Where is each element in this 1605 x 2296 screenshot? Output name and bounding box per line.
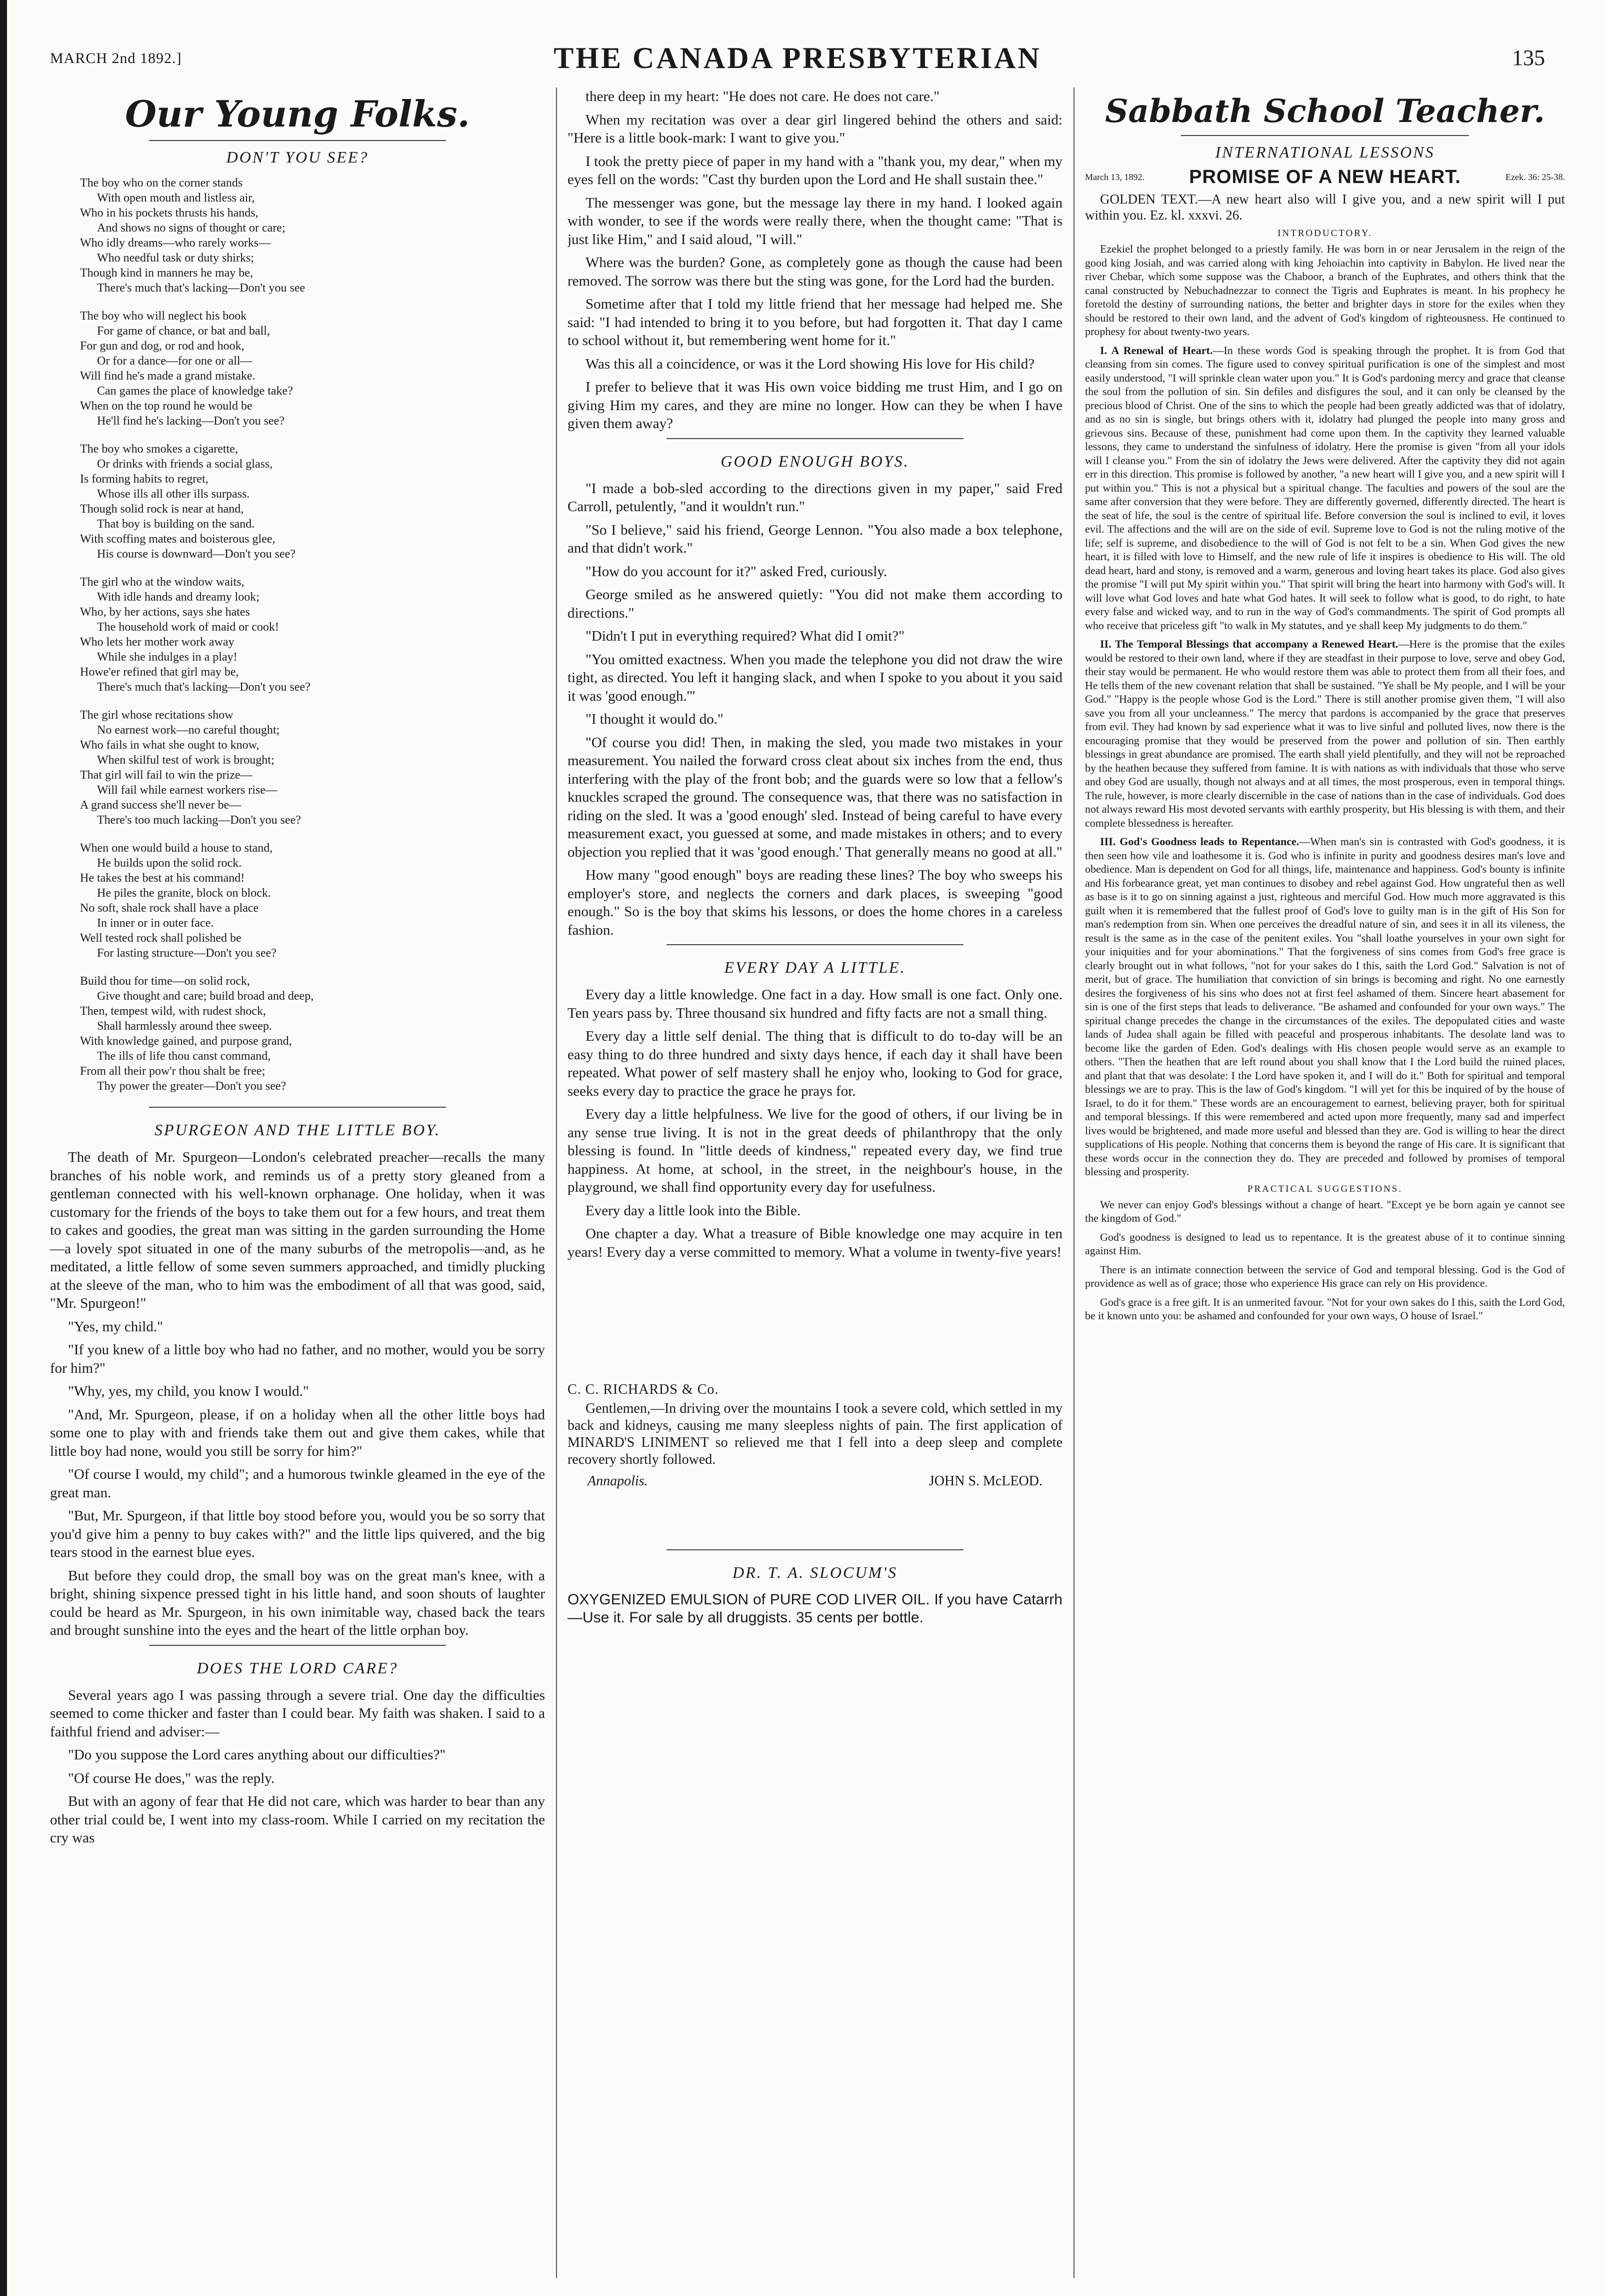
poem-line: That boy is building on the sand. [97, 518, 255, 531]
paragraph: "Do you suppose the Lord cares anything about our difficulties?" [68, 1747, 446, 1763]
paragraph: How many "good enough" boys are reading these lines? The boy who sweeps his employer's store, and neglects the corners and dark places, is sweeping "good enough." So is the boy that skims his lessons, or does the home chores in a careless fashion. [568, 867, 1062, 938]
poem-line: Whose ills all other ills surpass. [97, 488, 250, 501]
poem-line: With idle hands and dreamy look; [97, 591, 260, 604]
poem-line: For game of chance, or bat and ball, [97, 325, 270, 338]
poem-line: Shall harmlessly around thee sweep. [97, 1020, 272, 1033]
section-goodness-text: —When man's sin is contrasted with God's goodness, it is then seen how vile and loathesome it is. God who is infinite in purity and goodness desires man's love and obedience. Man is dependent on God for all things, life, maintenance and happiness. God's bounty is infinite and His forbearance great, yet man continues to disobey and rebel against God. How ungrateful then as well as base is it to go on sinning against a just, righteous and merciful God. How much more aggravated is this guilt when it is remembered that the fullest proof of God's love to guilty man is in the gift of His Son for man's redemption from sin. When one perceives the dreadful nature of sin, and sees it in all its vileness, the result is the same as in the case of the penitent exiles. You "shall loathe yourselves in your own sight for your iniquities and for your abominations." That the forgiveness of sins comes from God's free grace is clearly brought out in what follows, "not for your sakes do I this, saith the Lord God." Salvation is not of merit, but of grace. The humiliation that conviction of sin brings is becoming and right. No one earnestly desires the forgiveness of his sins who does not at first feel ashamed of them. Sincere heart abasement for sin is one of the first steps that leads to deliverance. "Be ashamed and confounded for your own ways." The spiritual change precedes the change in the circumstances of the exiles. The depopulated cities and waste lands of Judea shall again be filled with peaceful and prosperous inhabitants. The desolate land was to become like the garden of Eden. God's dealings with His chosen people would serve as an example to others. "Then the heathen that are left round about you shall know that I the Lord build the ruined places, and plant that that was desolate: I the Lord have spoken it, and I will do it." Both for spiritual and temporal blessings we are to pray. This is the law of God's kingdom. "I will yet for this be inquired of by the house of Israel, to do it for them." These words are an encouragement to earnest, believing prayer, both for spiritual and temporal blessings. If this were remembered and acted upon more frequently, many sad and imperfect lives would be brightened, and made more useful and blessed than they are. God is willing to hear the direct supplications of His people. Nothing that concerns them is beyond the range of His care. It is significant that these words occur in the connection they do. They are preceded and followed by promises of temporal blessing and prosperity. [1085, 835, 1565, 1178]
poem-line: With scoffing mates and boisterous glee, [80, 533, 276, 546]
divider [666, 1549, 964, 1550]
page-edge [0, 0, 7, 2296]
newspaper-title: THE CANADA PRESBYTERIAN [554, 42, 1042, 75]
lesson-reference: Ezek. 36: 25-38. [1506, 172, 1565, 182]
poem-line: He'll find he's lacking—Don't you see? [97, 415, 284, 428]
poem-line: There's much that's lacking—Don't you see? [97, 681, 310, 694]
poem-line: The boy who smokes a cigarette, [80, 443, 238, 456]
section-goodness [1085, 835, 1565, 1179]
paragraph: Every day a little self denial. The thing that is difficult to do to-day will be an easy thing to do three hundred and sixty days hence, if each day it shall have been repeated. What power of self mastery shall he enjoy who, looking to God for grace, seeks every day to practice the grace he prays for. [568, 1028, 1062, 1099]
article-every-day [568, 986, 1062, 1261]
poem-stanza [80, 841, 545, 961]
poem-line: That girl will fail to win the prize— [80, 769, 252, 782]
ad-place: Annapolis. [588, 1473, 648, 1489]
section-temporal [1085, 637, 1565, 830]
introductory-heading: INTRODUCTORY. [1278, 228, 1372, 239]
paragraph: "Of course you did! Then, in making the sled, you made two mistakes in your measurement. You nailed the forward cross cleat about six inches from the end, thus interfering with the play of the front bob; and the guards were so low that a fellow's knuckles scraped the ground. The consequence was, that there was no satisfaction in riding on the sled. It was a 'good enough' sled. Instead of being careful to have every measurement exact, you guessed at some, and made mistakes in others; and to every objection you replied that it was 'good enough.' That generally means no good at all." [568, 734, 1062, 860]
poem-line: Or for a dance—for one or all— [97, 355, 252, 368]
column-sabbath-school [1085, 88, 1565, 2278]
practical-suggestion: God's goodness is designed to lead us to repentance. It is the greatest abuse of it to continue sinning against Him. [1085, 1230, 1565, 1257]
paragraph: But before they could drop, the small boy was on the great man's knee, with a bright, shining sixpence pressed tight in his little hand, and soon shouts of laughter could be heard as Mr. Spurgeon, in his own inimitable way, chased back the tears and brought sunshine into the eyes and the heart of the little orphan boy. [50, 1567, 545, 1638]
poem-line: In inner or in outer face. [97, 917, 214, 930]
poem-line: There's too much lacking—Don't you see? [97, 814, 301, 827]
poem-line: And shows no signs of thought or care; [97, 222, 286, 235]
section-goodness-heading: III. God's Goodness leads to Repentance. [1100, 835, 1300, 848]
poem-line: The girl whose recitations show [80, 709, 234, 722]
divider [149, 1645, 446, 1646]
section-temporal-text: —Here is the promise that the exiles would be restored to their own land, where if they are steadfast in their purpose to love, serve and obey God, their stay would be permanent. He who would restore them was able to protect them from all their foes, and He tells them of the new covenant relation that shall be sustained. "Ye shall be My people, and I will be your God." "Happy is the people whose God is the Lord." There is still another promise given them, "I will also save you from all your uncleanness." The mercy that pardons is accompanied by the grace that preserves from evil. They had known by sad experience what it was to live sinful and polluted lives, now there is the encouraging promise that they would be preserved from the power and pollution of sin. Then earthly blessings in great abundance are promised. The earth shall yield plentifully, and they will not be reproached by the heathen because they suffered from famine. It is with nations as with individuals that those who serve and obey God are usually, though not always and at all times, the most prosperous, even in temporal things. The rule, however, is more clearly discernible in the case of nations than in the case of individuals. God does not always reward His most devoted servants with earthly prosperity, but His blessing is with them, and their complete blessedness is hereafter. [1085, 638, 1565, 829]
page-number: 135 [1512, 46, 1545, 70]
paragraph: "Didn't I put in everything required? What did I omit?" [586, 628, 905, 644]
poem-line: For lasting structure—Don't you see? [97, 947, 276, 960]
poem-line: There's much that's lacking—Don't you see [97, 282, 306, 295]
poem-line: Or drinks with friends a social glass, [97, 458, 273, 471]
advertisement-minards [568, 1381, 1062, 1489]
poem-line: While she indulges in a play! [97, 651, 238, 664]
paragraph: Where was the burden? Gone, as completely gone as though the cause had been removed. The sorrow was there but the sting was gone, for the Lord had the burden. [568, 255, 1062, 289]
article-good-enough-boys [568, 480, 1062, 940]
poem-dont-you-see [80, 176, 545, 1094]
poem-stanza [80, 176, 545, 296]
paragraph: The messenger was gone, but the message lay there in my hand. I looked again with wonder, to see if the words were really there, when the thought came: "That is just like Him," and I said aloud, "I will." [568, 195, 1062, 248]
poem-line: The household work of maid or cook! [97, 621, 279, 634]
section-temporal-heading: II. The Temporal Blessings that accompany a Renewed Heart. [1100, 638, 1398, 650]
poem-line: With open mouth and listless air, [97, 192, 255, 205]
poem-stanza [80, 309, 545, 429]
paragraph: "You omitted exactness. When you made the telephone you did not draw the wire tight, as directed. You left it hanging slack, and when I spoke to you about it you said it was 'good enough.'" [568, 651, 1062, 704]
poem-line: Though kind in manners he may be, [80, 267, 253, 280]
paragraph: Every day a little helpfulness. We live for the good of others, if our living be in any sense true living. It is not in the great deeds of philanthropy that the only blessing is found. In "little deeds of kindness," repeated every day, we find true happiness. At home, at school, in the street, in the neighbour's house, in the playground, we shall find opportunity every day for usefulness. [568, 1106, 1062, 1195]
practical-heading: PRACTICAL SUGGESTIONS. [1247, 1183, 1403, 1194]
paragraph: I prefer to believe that it was His own voice bidding me trust Him, and I go on giving Him my cares, and they are mine no longer. How can they be when I have given them away? [568, 379, 1062, 432]
paragraph: But with an agony of fear that He did not care, which was harder to bear than any other trial could be, I went into my class-room. While I carried on my recitation the cry was [50, 1793, 545, 1846]
article-title-spurgeon: SPURGEON AND THE LITTLE BOY. [154, 1121, 441, 1139]
ad-body: Gentlemen,—In driving over the mountains I took a severe cold, which settled in my back and kidneys, causing me many sleepless nights of pain. The first application of MINARD'S LINIMENT so relieved me that I fell into a deep sleep and complete recovery shortly followed. [568, 1401, 1062, 1467]
column-middle [568, 88, 1062, 2278]
poem-line: Who, by her actions, says she hates [80, 606, 250, 619]
poem-line: He piles the granite, block on block. [97, 887, 271, 900]
poem-line: When one would build a house to stand, [80, 842, 273, 855]
advertisement-title-slocum: DR. T. A. SLOCUM'S [732, 1563, 898, 1581]
poem-line: Is forming habits to regret, [80, 473, 208, 486]
section-renewal-text: —In these words God is speaking through the prophet. It is from God that cleansing from sin comes. The figure used to convey spiritual purification is one of the simplest and most easily understood, "I will sprinkle clean water upon you." It is God's pardoning mercy and grace that cleanse the soul from the pollution of sin. Sin defiles and disfigures the soul, and it can only be cleansed by the precious blood of Christ. One of the sins to which the people had been greatly addicted was that of idolatry, and as no sin is single, but brings others with it, idolatry had plunged the people into many gross and grievous sins. Because of these, punishment had come upon them. In the captivity they learned valuable lessons, they came to understand the sinfulness of idolatry. Here the promise is given "from all your idols will I cleanse you." From the sin of idolatry the Jews were delivered. After the captivity they did not again err in this direction. This promise is followed by another, "a new heart will I give you, and a new spirit will I put within you." This is not a physical but a spiritual change. The faculties and powers of the soul are the same after conversion that they were before. They are differently governed, differently directed. The heart is the seat of life, the soul is the centre of spiritual life. Before conversion the soul is inclined to evil, it loves evil. The affections and the will are on the side of evil. Supreme love to God is not the ruling motive of the life; self is supreme, and disobedience to the will of God is not felt to be a sin. When God gives the new heart, it is filled with love to Himself, and the new rule of life it inspires is obedience to His will. The old dead heart, hard and stony, is removed and a warm, generous and loving heart takes its place. God also gives the promise "I will put My spirit within you." That spirit will bring the heart into harmony with God's will. It will love what God loves and hate what God hates. It will seek to follow what is good, to do right, to hate every false and wicked way, and to run in the way of God's commandments. The spirit of God prompts all who receive that priceless gift "to walk in My statutes, and ye shall keep My judgments to do them." [1085, 344, 1565, 632]
poem-line: The ills of life thou canst command, [97, 1050, 271, 1063]
poem-line: Howe'er refined that girl may be, [80, 666, 239, 679]
poem-line: Who idly dreams—who rarely works— [80, 237, 271, 250]
article-spurgeon [50, 1148, 545, 1640]
advertisement-slocum-body: OXYGENIZED EMULSION of PURE COD LIVER OIL. If you have Catarrh—Use it. For sale by all druggists. 35 cents per bottle. [568, 1591, 1062, 1626]
poem-line: Who in his pockets thrusts his hands, [80, 207, 258, 220]
poem-stanza [80, 974, 545, 1094]
poem-line: No soft, shale rock shall have a place [80, 902, 259, 915]
paragraph: "Of course He does," was the reply. [68, 1770, 275, 1786]
paragraph: "But, Mr. Spurgeon, if that little boy stood before you, would you be so sorry that you'd give him a penny to buy cakes with?" and the little lips quivered, and the big tears stood in the earnest blue eyes. [50, 1508, 545, 1560]
paragraph: there deep in my heart: "He does not care. He does not care." [586, 89, 940, 105]
golden-text: GOLDEN TEXT.—A new heart also will I give you, and a new spirit will I put within you. Ez. kl. xxxvi. 26. [1085, 192, 1565, 223]
divider [666, 944, 964, 945]
divider [149, 140, 446, 141]
article-title-lord-care: DOES THE LORD CARE? [196, 1658, 398, 1677]
paragraph: One chapter a day. What a treasure of Bible knowledge one may acquire in ten years! Every day a verse committed to memory. What a volume in twenty-five years! [568, 1226, 1062, 1260]
article-lord-care-continued [568, 88, 1062, 433]
paragraph: "I thought it would do." [586, 711, 724, 727]
poem-line: For gun and dog, or rod and hook, [80, 340, 244, 353]
paragraph: Several years ago I was passing through a severe trial. One day the difficulties seemed to come thicker and faster than I could bear. My faith was shaken. I said to a faithful friend and adviser:— [50, 1687, 545, 1740]
article-lord-care [50, 1686, 545, 1847]
paragraph: "If you knew of a little boy who had no father, and no mother, would you be sorry for him?" [50, 1342, 545, 1376]
introductory-text: Ezekiel the prophet belonged to a priestly family. He was born in or near Jerusalem in the reign of the good king Josiah, and was carried along with king Jehoiachin into captivity in Babylon. He lived near the river Chebar, which some suppose was the Chaboor, a branch of the Euphrates, and others think that the canal constructed by Nebuchadnezzar to connect the Tigris and Euphrates is meant. In his prophecy he foretold the destiny of surrounding nations, the better and brighter days in store for the exiles when they should be restored to their own land, and the advent of God's kingdom of righteousness. He continued to prophesy for about twenty-two years. [1085, 243, 1565, 338]
poem-line: Who lets her mother work away [80, 636, 234, 649]
section-heading-sabbath: Sabbath School Teacher. [1105, 93, 1545, 130]
poem-stanza [80, 442, 545, 562]
paragraph: I took the pretty piece of paper in my hand with a "thank you, my dear," when my eyes fell on the words: "Cast thy burden upon the Lord and He shall sustain thee." [568, 153, 1062, 188]
paragraph: "Of course I would, my child"; and a humorous twinkle gleamed in the eye of the great man. [50, 1466, 545, 1501]
poem-line: From all their pow'r thou shalt be free; [80, 1065, 266, 1078]
lesson-date: March 13, 1892. [1085, 172, 1144, 182]
poem-line: Build thou for time—on solid rock, [80, 975, 250, 988]
paragraph: The death of Mr. Spurgeon—London's celebrated preacher—recalls the many branches of his noble work, and reminds us of a pretty story gleaned from a gentleman connected with his well-known orphanage. One holiday, when it was customary for the friends of the boys to take them out for a few hours, and treat them to cakes and goodies, the great man was sitting in the garden surrounding the Home—a lovely spot situated in one of the many suburbs of the metropolis—and, as he meditated, a little fellow of some seven summers approached, and timidly plucking at the sleeve of the man, who to him was the embodiment of all that was good, said, "Mr. Spurgeon!" [50, 1149, 545, 1311]
divider [1181, 135, 1469, 136]
paragraph: "Yes, my child." [68, 1318, 163, 1335]
poem-line: When skilful test of work is brought; [97, 754, 274, 767]
poem-line: His course is downward—Don't you see? [97, 548, 296, 561]
divider [149, 1107, 446, 1108]
practical-suggestions [1085, 1198, 1565, 1323]
paragraph: "Why, yes, my child, you know I would." [68, 1383, 309, 1399]
poem-line: He builds upon the solid rock. [97, 857, 242, 870]
practical-suggestion: We never can enjoy God's blessings without a change of heart. "Except ye be born again ye cannot see the kingdom of God." [1085, 1198, 1565, 1224]
poem-line: Well tested rock shall polished be [80, 932, 242, 945]
paragraph: Every day a little look into the Bible. [586, 1202, 801, 1219]
ad-signature: JOHN S. McLEOD. [928, 1473, 1042, 1489]
poem-line: With knowledge gained, and purpose grand, [80, 1035, 292, 1048]
poem-line: He takes the best at his command! [80, 872, 245, 885]
poem-line: The boy who will neglect his book [80, 310, 247, 323]
poem-line: Then, tempest wild, with rudest shock, [80, 1005, 266, 1018]
column-rule [556, 88, 557, 2278]
poem-line: Though solid rock is near at hand, [80, 503, 244, 516]
poem-line: The boy who on the corner stands [80, 177, 243, 190]
poem-line: Will find he's made a grand mistake. [80, 370, 256, 383]
section-renewal-heading: I. A Renewal of Heart. [1100, 344, 1213, 357]
paragraph: George smiled as he answered quietly: "You did not make them according to directions." [568, 587, 1062, 621]
poem-line: Give thought and care; build broad and deep, [97, 990, 314, 1003]
practical-suggestion: There is an intimate connection between the service of God and temporal blessing. God is the God of providence as well as of grace; those who experience His grace can rely on His providence. [1085, 1263, 1565, 1289]
column-young-folks [50, 88, 545, 2278]
poem-line: The girl who at the window waits, [80, 576, 244, 589]
paragraph: When my recitation was over a dear girl lingered behind the others and said: "Here is a little book-mark: I want to give you." [568, 112, 1062, 146]
poem-line: Who needful task or duty shirks; [97, 252, 254, 265]
poem-stanza [80, 708, 545, 828]
article-title-good-enough-boys: GOOD ENOUGH BOYS. [720, 452, 910, 470]
masthead [50, 41, 1545, 76]
section-renewal [1085, 344, 1565, 633]
ad-signature-row [568, 1473, 1062, 1489]
poem-line: Thy power the greater—Don't you see? [97, 1080, 286, 1093]
divider [666, 438, 964, 439]
lesson-header [1085, 167, 1565, 188]
poem-line: Who fails in what she ought to know, [80, 739, 260, 752]
practical-suggestion: God's grace is a free gift. It is an unmerited favour. "Not for your own sakes do I this, saith the Lord God, be it known unto you: be ashamed and confounded for your own ways, O house of Israel." [1085, 1295, 1565, 1322]
poem-title: DON'T YOU SEE? [226, 148, 369, 166]
poem-line: A grand success she'll never be— [80, 799, 242, 812]
poem-line: Will fail while earnest workers rise— [97, 784, 278, 797]
paragraph: "So I believe," said his friend, George Lennon. "You also made a box telephone, and that didn't work." [568, 522, 1062, 556]
paragraph: Sometime after that I told my little friend that her message had helped me. She said: "I had intended to bring it to you before, but had forgotten it. That day I came to school without it, but remembering went home for it." [568, 296, 1062, 349]
section-subheading: INTERNATIONAL LESSONS [1215, 143, 1435, 161]
poem-line: Can games the place of knowledge take? [97, 385, 293, 398]
lesson-title: PROMISE OF A NEW HEART. [1189, 167, 1461, 188]
paragraph: "I made a bob-sled according to the directions given in my paper," said Fred Carroll, petulently, "and it wouldn't run." [568, 480, 1062, 515]
issue-date: MARCH 2nd 1892.] [50, 50, 182, 67]
poem-stanza [80, 575, 545, 695]
ad-firm: C. C. RICHARDS & Co. [568, 1382, 719, 1397]
section-heading-young-folks: Our Young Folks. [125, 93, 470, 135]
poem-line: When on the top round he would be [80, 400, 252, 413]
paragraph: "How do you account for it?" asked Fred, curiously. [586, 563, 888, 580]
poem-line: No earnest work—no careful thought; [97, 724, 280, 737]
article-title-every-day: EVERY DAY A LITTLE. [724, 958, 906, 976]
paragraph: Was this all a coincidence, or was it the Lord showing His love for His child? [586, 356, 1035, 372]
paragraph: Every day a little knowledge. One fact in a day. How small is one fact. Only one. Ten years pass by. Three thousand six hundred and fifty facts are not a small thing. [568, 987, 1062, 1021]
paragraph: "And, Mr. Spurgeon, please, if on a holiday when all the other little boys had some one to play with and friends take them out and give them cakes, while that little boy had none, would you still be sorry for him?" [50, 1406, 545, 1459]
